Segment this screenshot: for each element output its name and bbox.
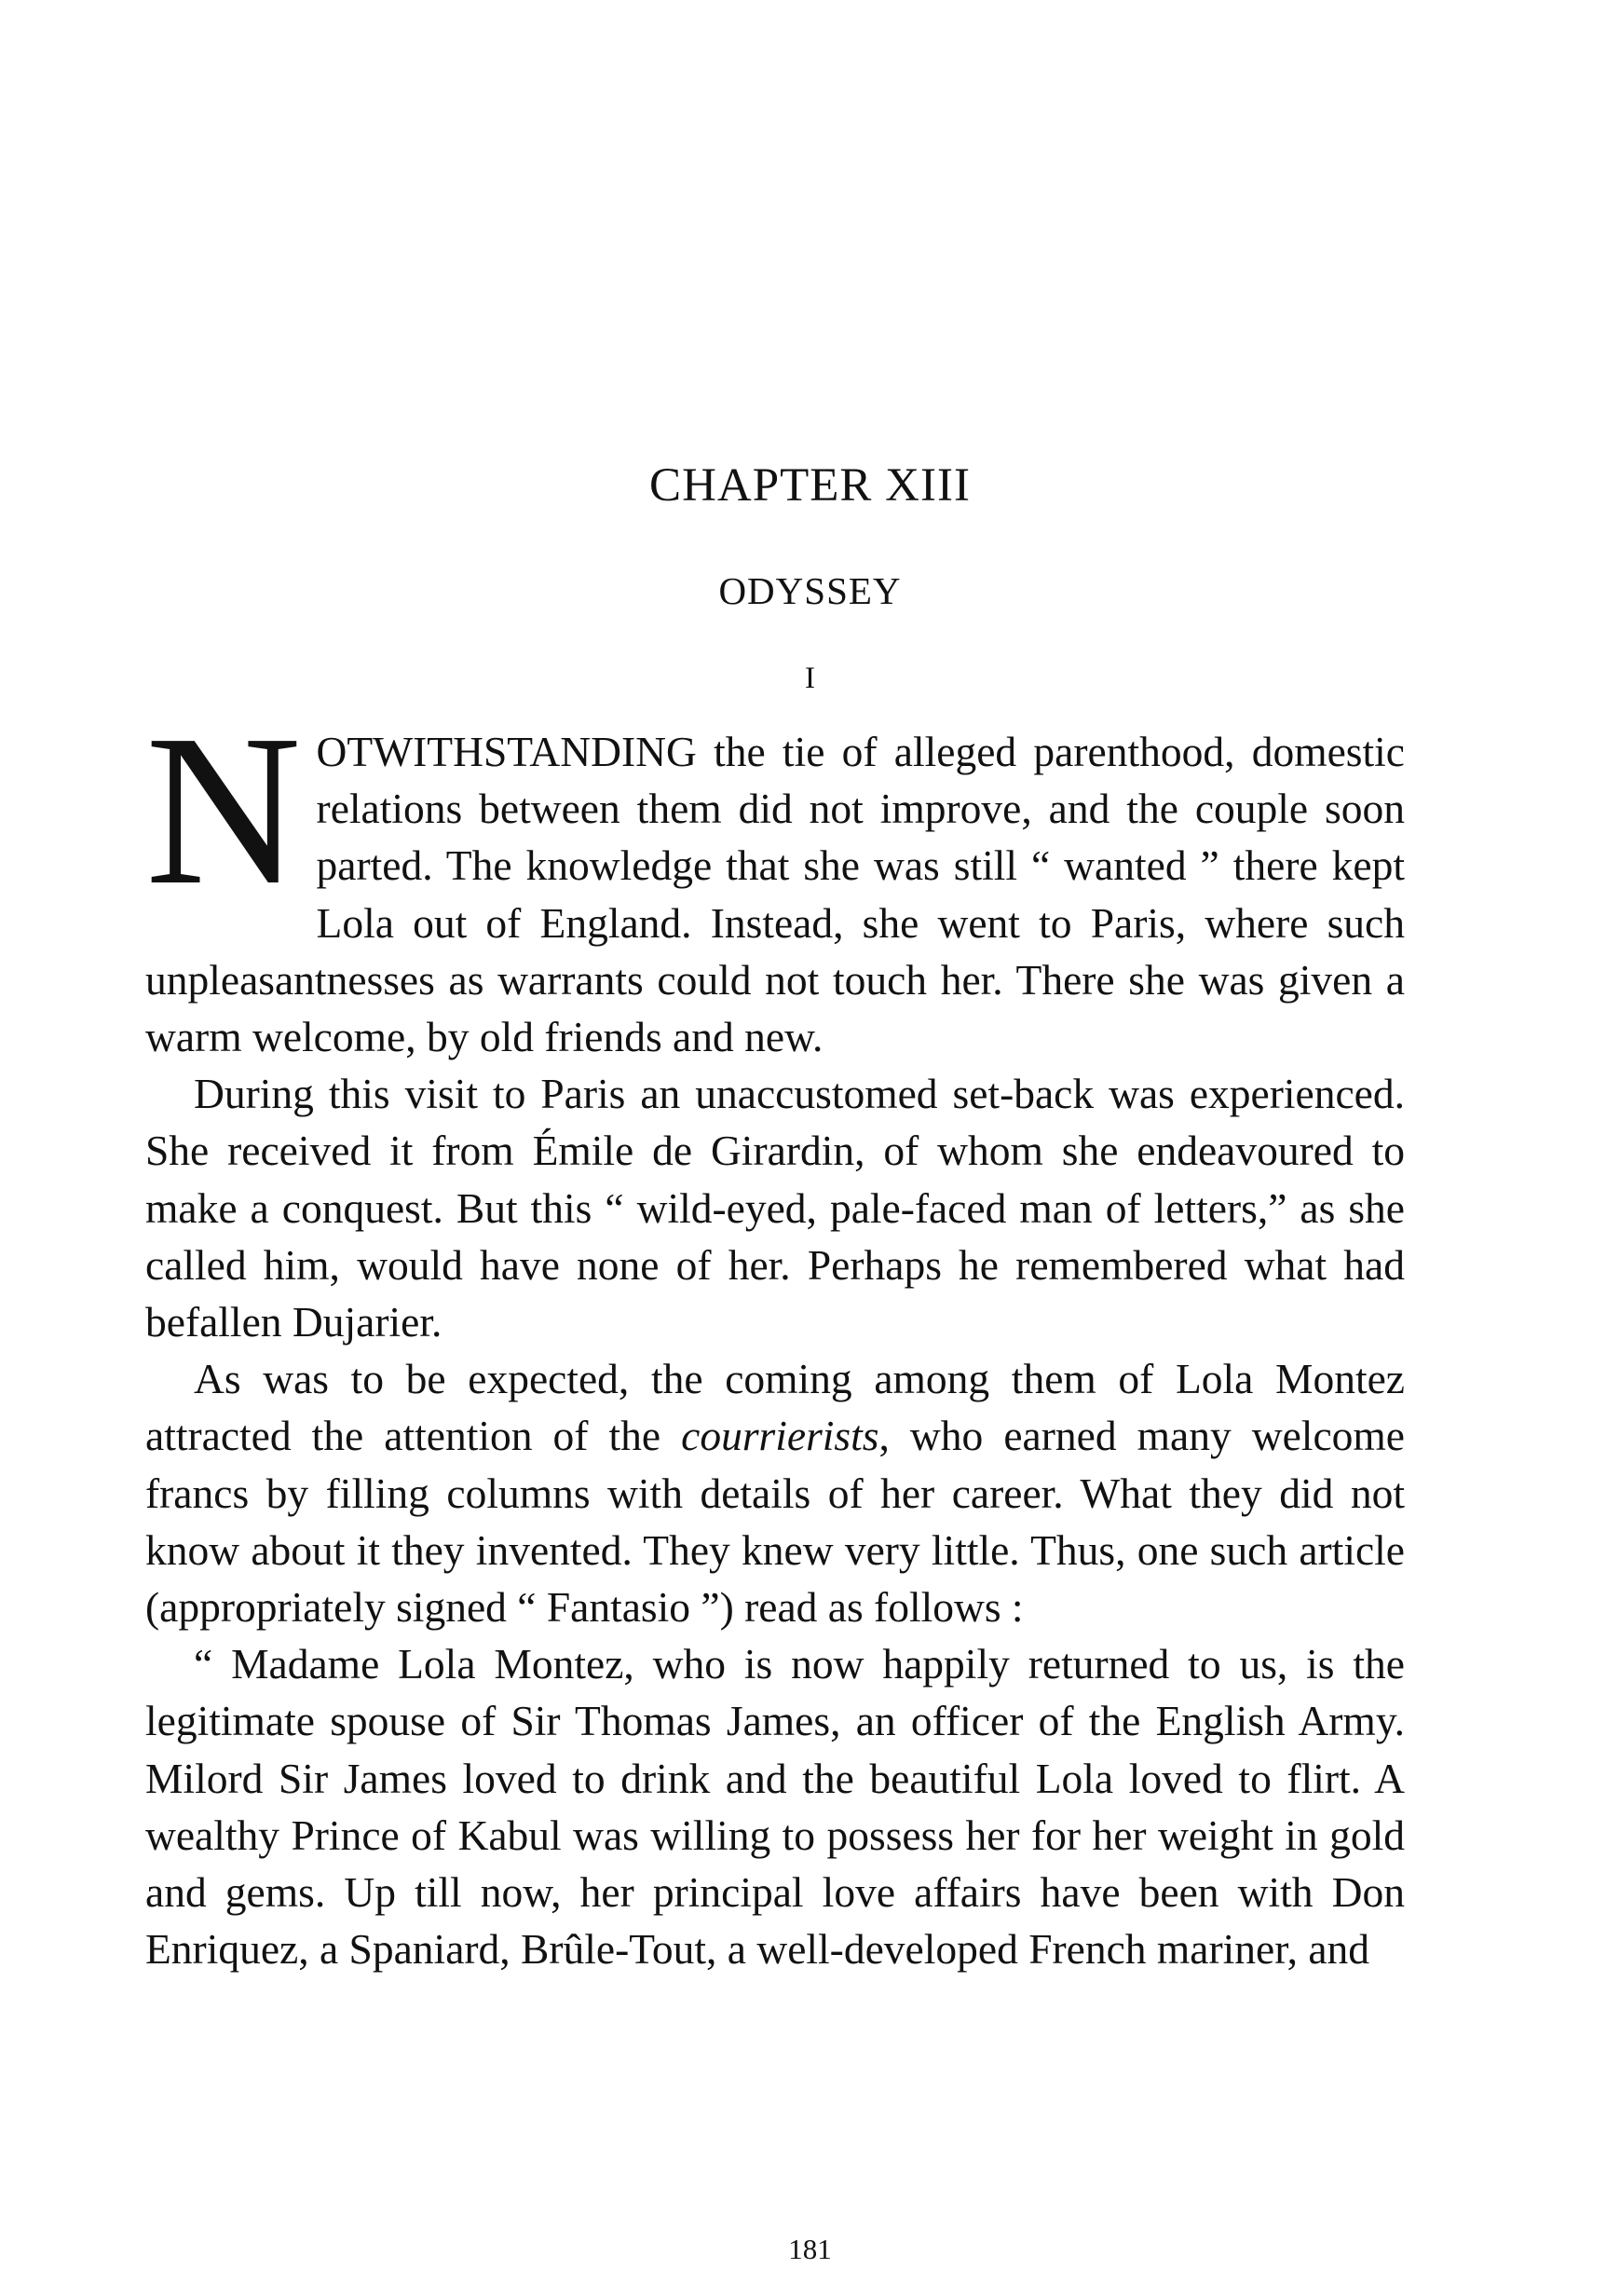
paragraph-4-quotation: “ Madame Lola Montez, who is now happily returned to us, is the legitimate spouse of Sir Thomas James, an officer of the English Army. Milord Sir James loved to drink and the beautiful Lola loved to flirt. A wealthy Prince of Kabul was willing to possess her for her weight in gold and gems. Up till now, her principal love affairs have been with Don Enriquez, a Spaniard, Brûle-Tout, a well-developed French mariner, and	[145, 1640, 1405, 1974]
paragraph-2: During this visit to Paris an unaccustomed set-back was experienced. She received it from Émile de Girardin, of whom she endeavoured to make a conquest. But this “ wild-eyed, pale-faced man of letters,” as she called him, would have none of her. Perhaps he remembered what had befallen Dujarier.	[145, 1070, 1405, 1346]
drop-cap: N	[145, 690, 302, 930]
chapter-subtitle: ODYSSEY	[718, 569, 902, 612]
body-text	[145, 690, 1405, 1977]
paragraph-3-text-end: , who earned many welcome francs by filling columns with details of her career. What they did not know about it they invented. They knew very little. Thus, one such article (appropriately signed “ Fantasio ”) read as follows :	[145, 1412, 1405, 1632]
paragraph-3-text-start: As was to be expected, the coming among them of Lola Montez attracted the attention of the	[145, 1355, 1405, 1460]
page-number: 181	[788, 2233, 832, 2265]
paragraph-1-text: OTWITHSTANDING the tie of alleged parenthood, domestic relations between them did not improve, and the couple soon parted. The knowledge that she was still “ wanted ” there kept Lola out of England. Instead, she went to Paris, where such unpleasantnesses as warrants could not touch her. There she was given a warm welcome, by old friends and new.	[145, 728, 1405, 1061]
section-number: I	[805, 662, 815, 695]
paragraph-1	[145, 690, 1405, 1065]
italic-term: courrierists	[681, 1412, 879, 1460]
paragraph-3	[145, 1350, 1405, 1635]
chapter-title: CHAPTER XIII	[649, 459, 971, 512]
